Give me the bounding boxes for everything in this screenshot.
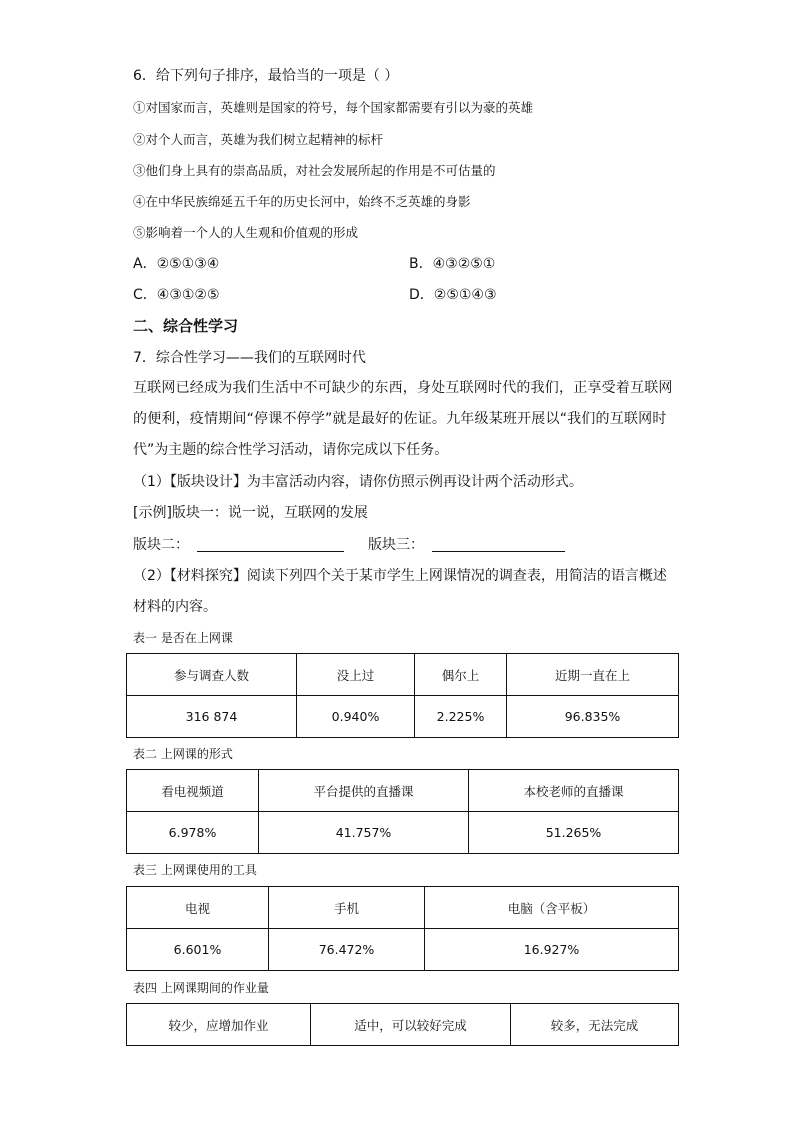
table-cell-value: 0.940% — [297, 696, 415, 738]
table-cell-header: 本校老师的直播课 — [469, 770, 679, 812]
table-1-header-row — [127, 654, 679, 696]
q7-intro-line-3: 代”为主题的综合性学习活动，请你完成以下任务。 — [133, 442, 449, 458]
table-cell-value: 76.472% — [269, 929, 425, 971]
table-1 — [126, 653, 679, 738]
table-4-caption: 表四 上网课期间的作业量 — [133, 981, 269, 995]
table-cell-value: 16.927% — [425, 929, 679, 971]
q6-sentence-1: ①对国家而言，英雄则是国家的符号，每个国家都需要有引以为豪的英雄 — [133, 100, 534, 115]
table-cell-header: 参与调查人数 — [127, 654, 297, 696]
q7-example: [示例]版块一：说一说，互联网的发展 — [133, 505, 368, 521]
q7-part2-line-2: 材料的内容。 — [133, 599, 217, 615]
table-cell-value: 316 874 — [127, 696, 297, 738]
table-cell-header: 电视 — [127, 887, 269, 929]
q7-intro-line-2: 的便利，疫情期间“停课不停学”就是最好的佐证。九年级某班开展以“我们的互联网时 — [133, 411, 667, 427]
table-2-caption: 表二 上网课的形式 — [133, 747, 233, 761]
table-1-caption: 表一 是否在上网课 — [133, 631, 233, 645]
table-3-header-row — [127, 887, 679, 929]
table-4 — [126, 1003, 679, 1046]
table-cell-header: 较少，应增加作业 — [127, 1004, 311, 1046]
table-2 — [126, 769, 679, 854]
table-1-value-row — [127, 696, 679, 738]
table-3-value-row — [127, 929, 679, 971]
table-cell-header: 电脑（含平板） — [425, 887, 679, 929]
table-cell-value: 51.265% — [469, 812, 679, 854]
q6-option-b[interactable]: B．④③②⑤① — [409, 256, 496, 272]
table-cell-header: 没上过 — [297, 654, 415, 696]
q7-part1: （1）【版块设计】为丰富活动内容，请你仿照示例再设计两个活动形式。 — [133, 474, 583, 490]
table-cell-header: 手机 — [269, 887, 425, 929]
table-3-caption: 表三 上网课使用的工具 — [133, 863, 257, 877]
q6-sentence-4: ④在中华民族绵延五千年的历史长河中，始终不乏英雄的身影 — [133, 194, 471, 209]
blank-3-label: 版块三： — [368, 537, 424, 553]
blank-2-answer-line[interactable] — [197, 551, 344, 552]
q6-option-a[interactable]: A．②⑤①③④ — [133, 256, 220, 272]
table-cell-value: 6.978% — [127, 812, 259, 854]
table-2-header-row — [127, 770, 679, 812]
blank-2-label: 版块二： — [133, 537, 189, 553]
section-title: 二、综合性学习 — [133, 317, 239, 335]
q7-title: 7．综合性学习——我们的互联网时代 — [133, 350, 366, 366]
table-cell-value: 6.601% — [127, 929, 269, 971]
q6-stem: 6．给下列句子排序，最恰当的一项是（ ） — [133, 68, 399, 84]
table-cell-header: 平台提供的直播课 — [259, 770, 469, 812]
table-cell-header: 适中，可以较好完成 — [311, 1004, 511, 1046]
table-cell-header: 偶尔上 — [415, 654, 507, 696]
q6-option-d[interactable]: D．②⑤①④③ — [409, 287, 497, 303]
table-cell-header: 较多，无法完成 — [511, 1004, 679, 1046]
q6-sentence-2: ②对个人而言，英雄为我们树立起精神的标杆 — [133, 132, 384, 147]
q6-sentence-5: ⑤影响着一个人的人生观和价值观的形成 — [133, 225, 359, 240]
q7-part2-line-1: （2）【材料探究】阅读下列四个关于某市学生上网课情况的调查表，用简洁的语言概述 — [133, 568, 667, 584]
table-cell-value: 96.835% — [507, 696, 679, 738]
table-cell-header: 看电视频道 — [127, 770, 259, 812]
table-cell-value: 2.225% — [415, 696, 507, 738]
q7-intro-line-1: 互联网已经成为我们生活中不可缺少的东西，身处互联网时代的我们，正享受着互联网 — [133, 380, 673, 396]
table-4-header-row — [127, 1004, 679, 1046]
table-cell-header: 近期一直在上 — [507, 654, 679, 696]
table-3 — [126, 886, 679, 971]
q6-sentence-3: ③他们身上具有的崇高品质，对社会发展所起的作用是不可估量的 — [133, 163, 496, 178]
blank-3-answer-line[interactable] — [432, 551, 565, 552]
table-cell-value: 41.757% — [259, 812, 469, 854]
q6-option-c[interactable]: C．④③①②⑤ — [133, 287, 220, 303]
table-2-value-row — [127, 812, 679, 854]
